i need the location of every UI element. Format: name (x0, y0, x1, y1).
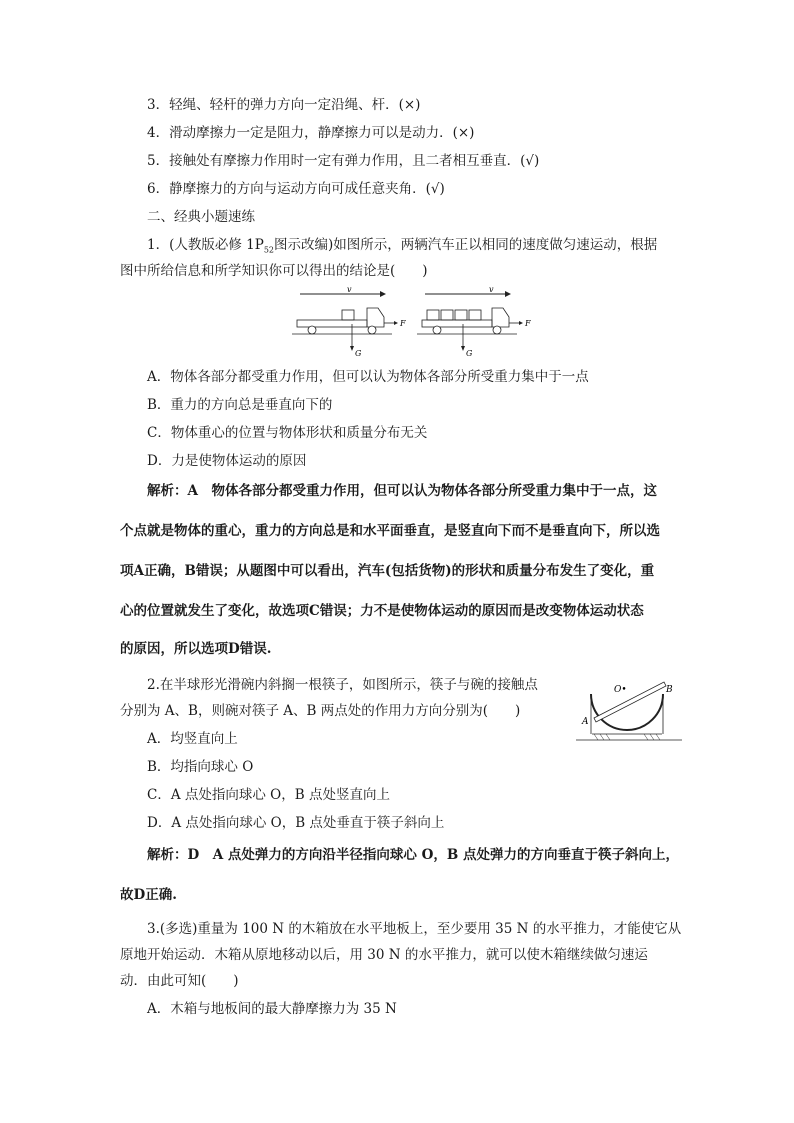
q1-F-label-1: F (400, 319, 406, 328)
q1-option-a: A．物体各部分都受重力作用，但可以认为物体各部分所受重力集中于一点 (147, 369, 589, 385)
q1-F-label-2: F (525, 319, 531, 328)
q1-analysis-line4: 心的位置就发生了变化，故选项C错误；力不是使物体运动的原因而是改变物体运动状态 (120, 603, 644, 619)
truck-1 (292, 286, 406, 358)
q1-v-label-2: v (489, 286, 494, 294)
statement-3: 3．轻绳、轻杆的弹力方向一定沿绳、杆．(×) (147, 97, 421, 113)
q1-analysis-line1: 解析：A 物体各部分都受重力作用，但可以认为物体各部分所受重力集中于一点，这 (147, 483, 657, 499)
q2-analysis-line2: 故D正确. (120, 887, 177, 903)
q1-trucks-figure (292, 286, 532, 358)
q1-stem-subscript: 52 (263, 245, 275, 255)
q2-stem-line1: 2.在半球形光滑碗内斜搁一根筷子，如图所示，筷子与碗的接触点 (147, 677, 538, 693)
q1-analysis-line5: 的原因，所以选项D错误. (120, 641, 272, 657)
q1-option-d: D．力是使物体运动的原因 (147, 453, 307, 469)
q2-A-label: A (582, 717, 589, 727)
q1-G-label-1: G (355, 349, 362, 358)
q2-B-label: B (666, 685, 673, 695)
q2-O-label: O• (614, 685, 627, 695)
section-title: 二、经典小题速练 (147, 209, 255, 225)
q3-option-a: A．木箱与地板间的最大静摩擦力为 35 N (147, 1001, 397, 1017)
statement-5: 5．接触处有摩擦力作用时一定有弹力作用，且二者相互垂直．(√) (147, 153, 540, 169)
q3-stem-line2: 原地开始运动．木箱从原地移动以后，用 30 N 的水平推力，就可以使木箱继续做匀速运 (120, 947, 648, 963)
q2-bowl-figure (574, 672, 684, 744)
q1-v-label-1: v (347, 286, 352, 294)
q1-option-b: B．重力的方向总是垂直向下的 (147, 397, 333, 413)
q1-stem-part2: 图示改编)如图所示，两辆汽车正以相同的速度做匀速运动，根据 (274, 237, 658, 253)
q1-G-label-2: G (466, 349, 473, 358)
q2-option-a: A．均竖直向上 (147, 731, 238, 747)
q2-option-d: D．A 点处指向球心 O，B 点处垂直于筷子斜向上 (147, 815, 445, 831)
q3-stem-line1: 3.(多选)重量为 100 N 的木箱放在水平地板上，至少要用 35 N 的水平推力，才能使它从 (147, 921, 682, 937)
q1-analysis-line2: 个点就是物体的重心，重力的方向总是和水平面垂直，是竖直向下而不是垂直向下，所以选 (120, 523, 660, 539)
q3-stem-line3: 动．由此可知( ) (120, 973, 239, 989)
q2-analysis-line1: 解析：D A 点处弹力的方向沿半径指向球心 O，B 点处弹力的方向垂直于筷子斜向上， (147, 847, 679, 863)
q1-stem-line2: 图中所给信息和所学知识你可以得出的结论是( ) (120, 263, 428, 279)
q2-option-b: B．均指向球心 O (147, 759, 254, 775)
q1-stem-part1: 1．(人教版必修 1P (147, 237, 264, 253)
q2-option-c: C．A 点处指向球心 O，B 点处竖直向上 (147, 787, 390, 803)
q1-analysis-line3: 项A正确，B错误；从题图中可以看出，汽车(包括货物)的形状和质量分布发生了变化，重 (120, 563, 655, 579)
q2-stem-line2: 分别为 A、B，则碗对筷子 A、B 两点处的作用力方向分别为( ) (120, 703, 521, 719)
truck-2 (417, 286, 531, 358)
q1-option-c: C．物体重心的位置与物体形状和质量分布无关 (147, 425, 428, 441)
statement-6: 6．静摩擦力的方向与运动方向可成任意夹角．(√) (147, 181, 445, 197)
q1-stem-line1 (147, 236, 657, 260)
statement-4: 4．滑动摩擦力一定是阻力，静摩擦力可以是动力．(×) (147, 125, 475, 141)
